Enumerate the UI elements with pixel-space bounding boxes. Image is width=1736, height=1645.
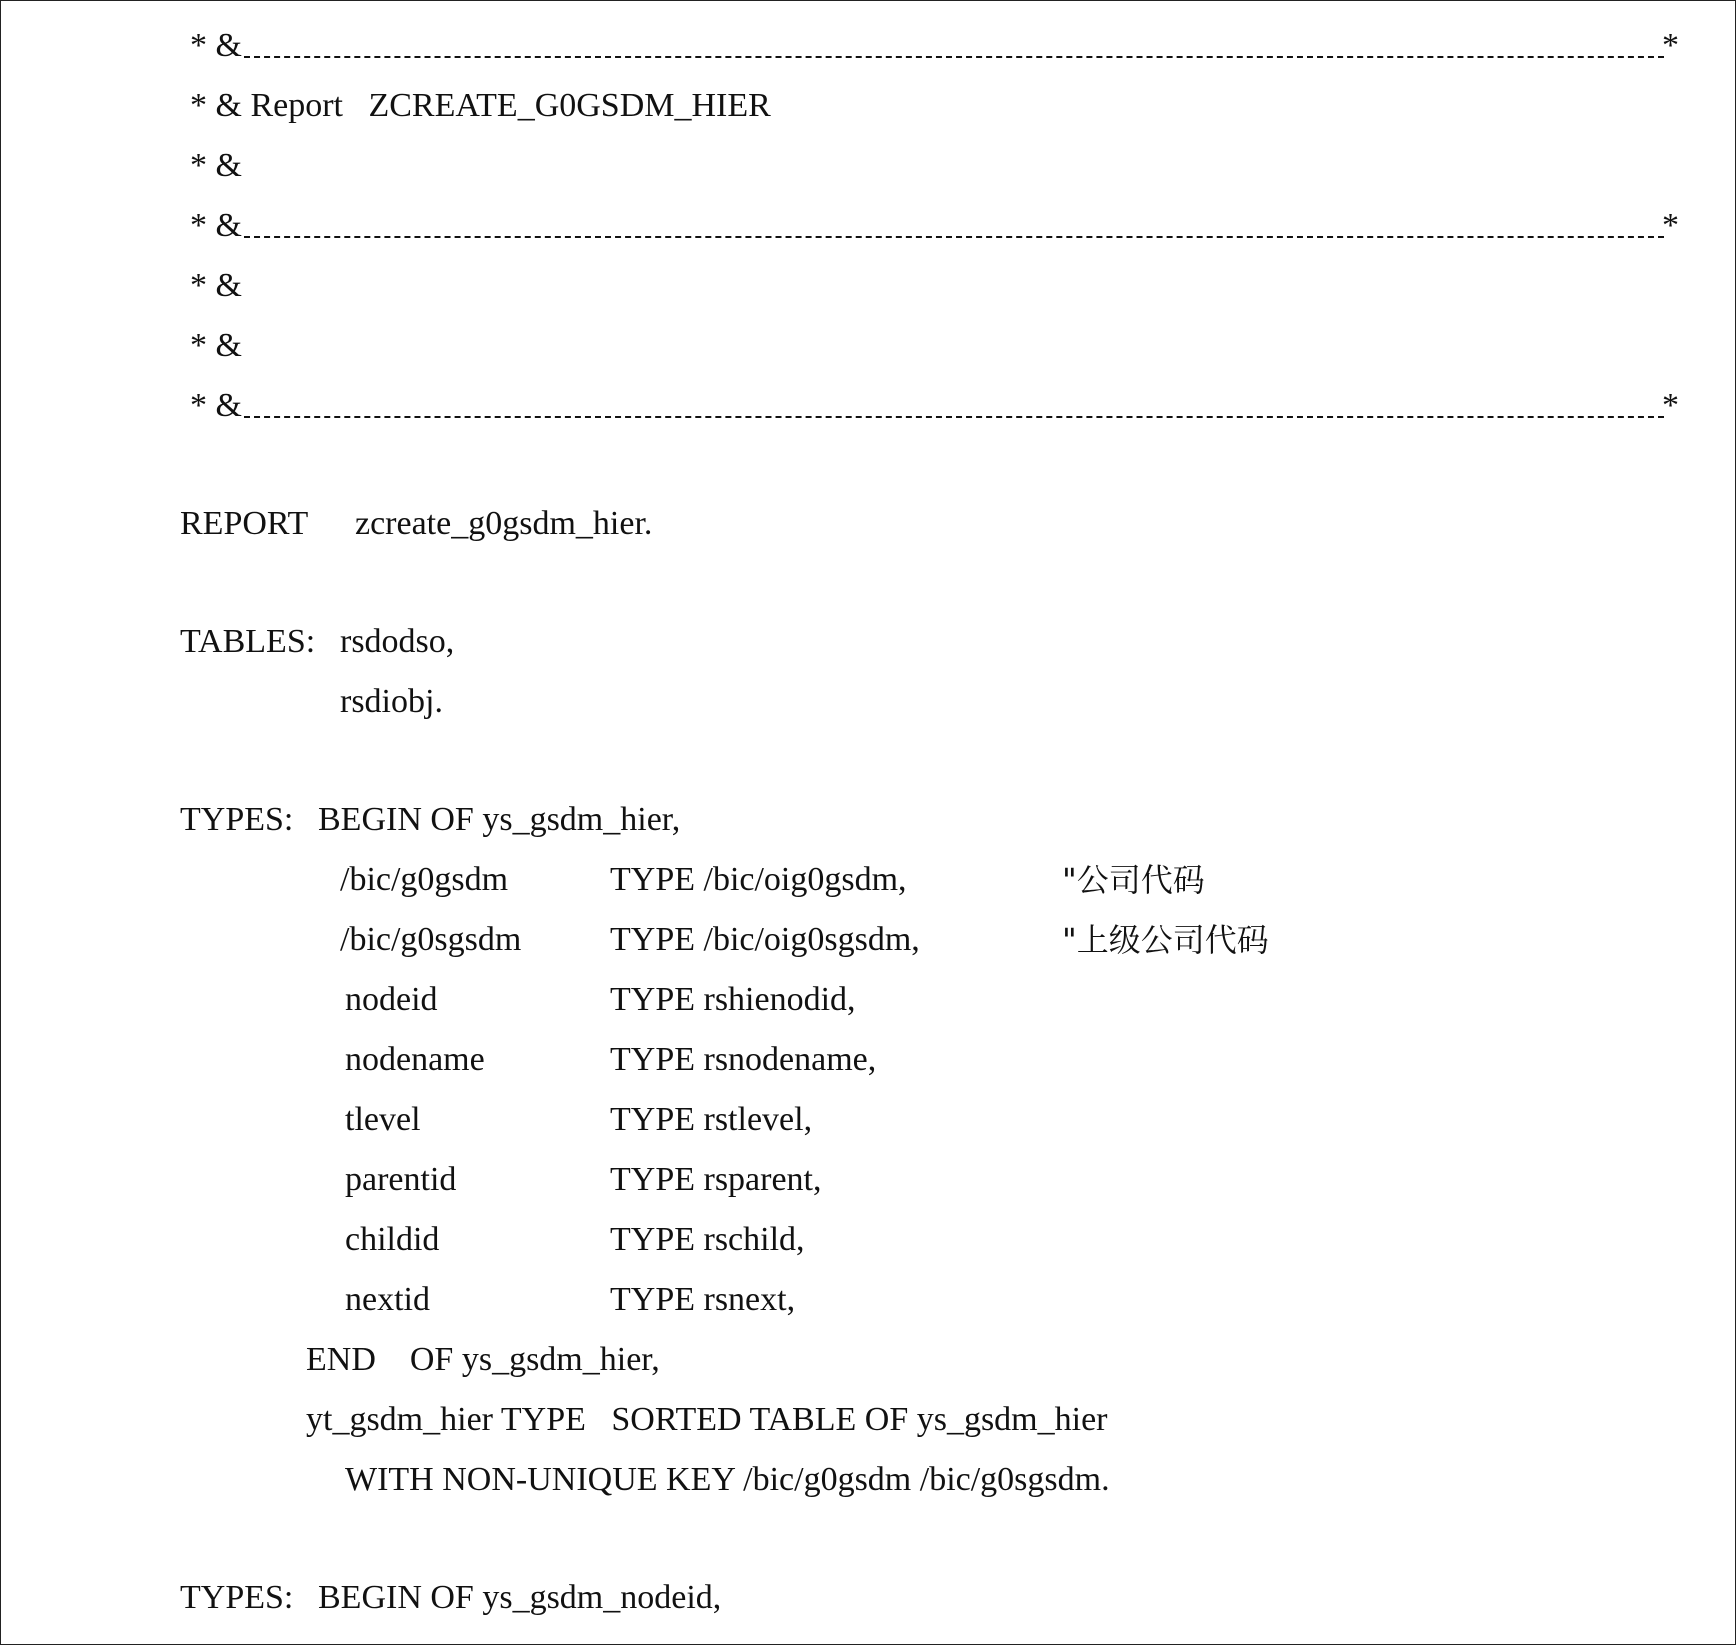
comment-line-6: * & — [190, 327, 242, 364]
field-type: TYPE rsnext, — [610, 1281, 796, 1318]
comment-line-3: * & — [190, 147, 242, 184]
field-name: nodename — [345, 1041, 485, 1078]
types-sorted-table-line: yt_gsdm_hier TYPE SORTED TABLE OF ys_gsdm_hier — [306, 1401, 1108, 1438]
field-type: TYPE rsparent, — [610, 1161, 822, 1198]
field-type: TYPE /bic/oig0gsdm, — [610, 861, 907, 898]
tables-item-rsdiobj: rsdiobj. — [340, 683, 443, 720]
comment-line-7: * & — [190, 387, 242, 424]
tables-item-rsdodso: rsdodso, — [340, 623, 455, 660]
comment-line-1: * & — [190, 27, 242, 64]
comment-end-star-1: * — [1662, 27, 1679, 64]
field-name: /bic/g0gsdm — [340, 861, 509, 898]
types-end-ys-gsdm-hier: END OF ys_gsdm_hier, — [306, 1341, 660, 1378]
comment-line-5: * & — [190, 267, 242, 304]
tables-keyword: TABLES: — [180, 623, 316, 660]
comment-line-4: * & — [190, 207, 242, 244]
types-begin-ys-gsdm-hier: BEGIN OF ys_gsdm_hier, — [318, 801, 681, 838]
types-keyword-2: TYPES: — [180, 1579, 294, 1616]
field-name: parentid — [345, 1161, 457, 1198]
field-name: /bic/g0sgsdm — [340, 921, 522, 958]
field-name: childid — [345, 1221, 440, 1258]
field-type: TYPE rsnodename, — [610, 1041, 877, 1078]
comment-dash-rule-1 — [244, 56, 1664, 58]
field-comment: "公司代码 — [1062, 861, 1205, 899]
types-key-line: WITH NON-UNIQUE KEY /bic/g0gsdm /bic/g0sgsdm. — [345, 1461, 1110, 1498]
types-keyword-1: TYPES: — [180, 801, 294, 838]
field-name: nextid — [345, 1281, 430, 1318]
field-type: TYPE /bic/oig0sgsdm, — [610, 921, 920, 958]
types-begin-ys-gsdm-nodeid: BEGIN OF ys_gsdm_nodeid, — [318, 1579, 722, 1616]
field-type: TYPE rstlevel, — [610, 1101, 813, 1138]
field-type: TYPE rschild, — [610, 1221, 805, 1258]
field-name: tlevel — [345, 1101, 421, 1138]
comment-dash-rule-2 — [244, 236, 1664, 238]
report-keyword: REPORT — [180, 505, 309, 542]
field-name: nodeid — [345, 981, 438, 1018]
field-comment: "上级公司代码 — [1062, 921, 1269, 959]
comment-end-star-2: * — [1662, 207, 1679, 244]
report-name: zcreate_g0gsdm_hier. — [355, 505, 653, 542]
comment-line-report-title: * & Report ZCREATE_G0GSDM_HIER — [190, 87, 771, 124]
field-type: TYPE rshienodid, — [610, 981, 856, 1018]
comment-end-star-3: * — [1662, 387, 1679, 424]
comment-dash-rule-3 — [244, 416, 1664, 418]
